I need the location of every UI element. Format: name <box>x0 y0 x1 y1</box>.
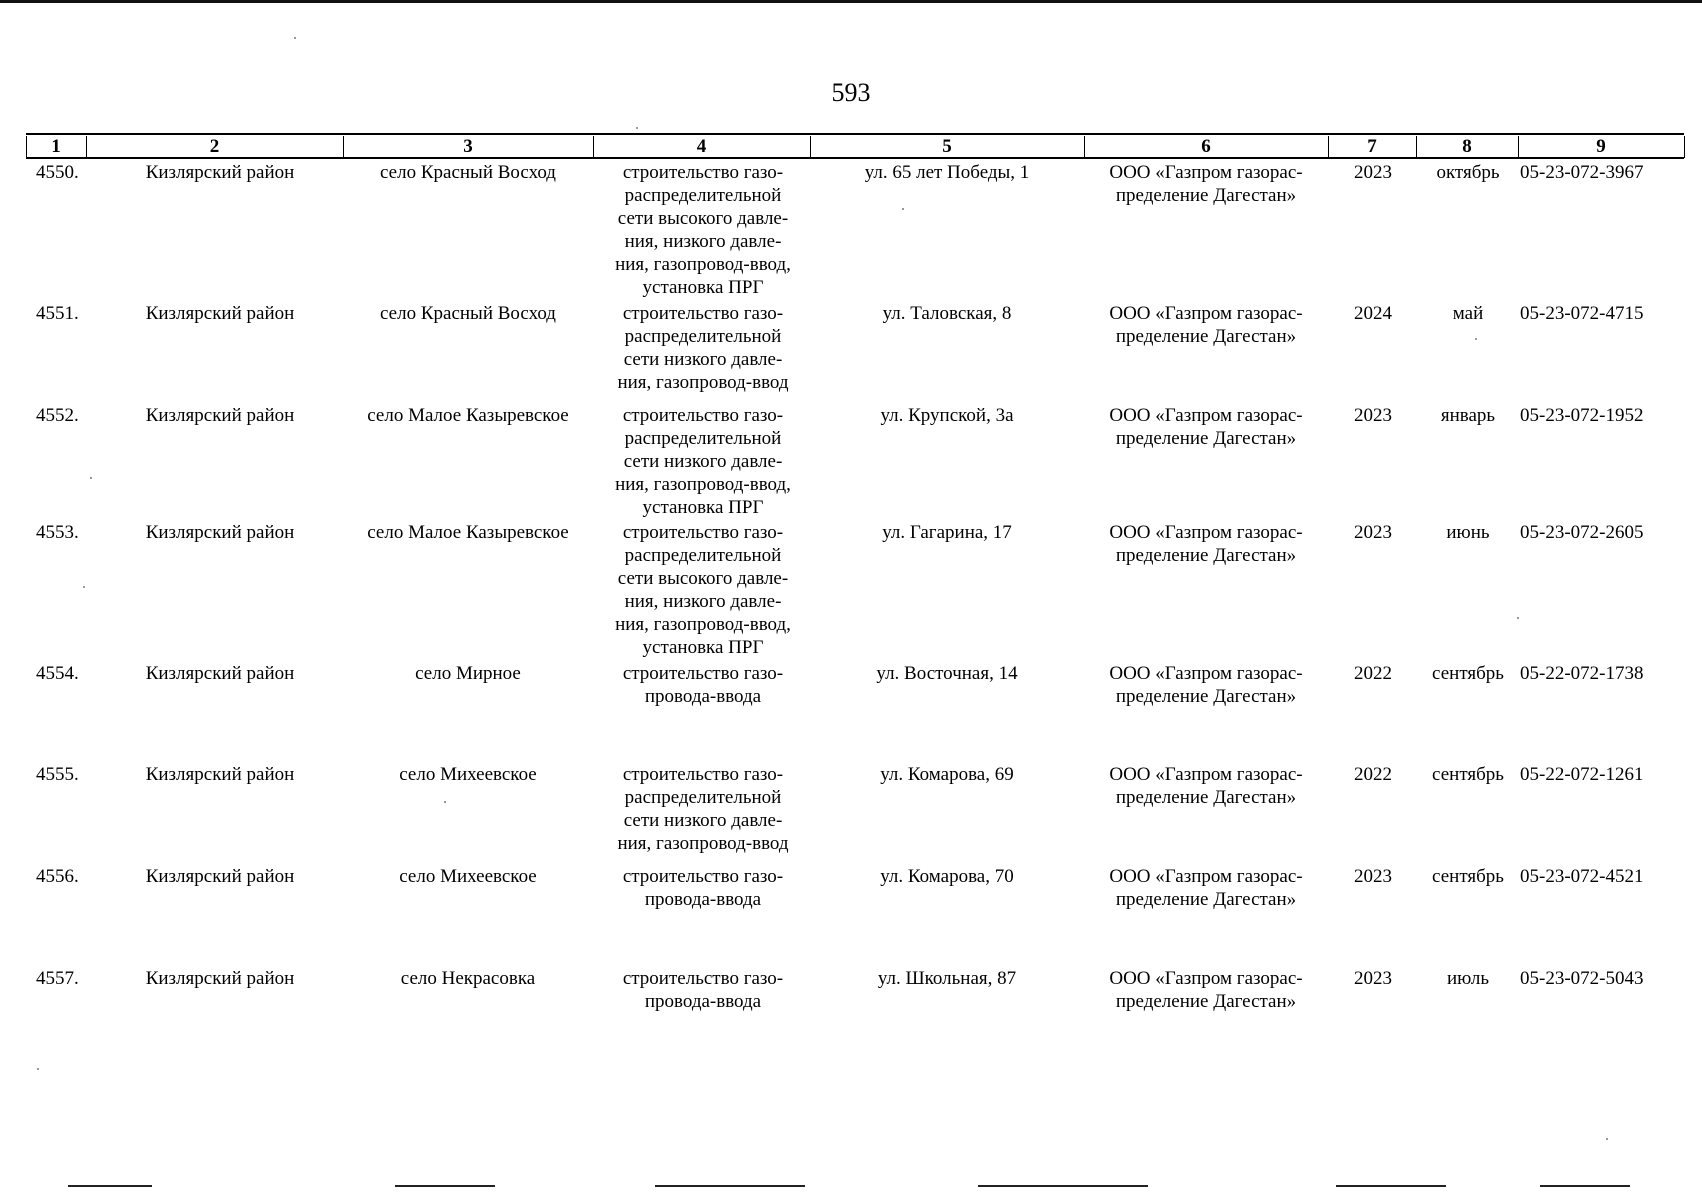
scan-dash <box>978 1185 1148 1187</box>
org-line: пределение Дагестан» <box>1115 889 1297 910</box>
organization <box>1086 302 1326 348</box>
row-number: 4556. <box>36 866 79 887</box>
code: 05-23-072-2605 <box>1520 522 1644 543</box>
work-line: строительство газо- <box>622 764 784 785</box>
work-description <box>598 763 808 855</box>
organization <box>1086 662 1326 708</box>
work-line: строительство газо- <box>622 405 784 426</box>
district: Кизлярский район <box>145 522 295 543</box>
organization <box>1086 161 1326 207</box>
scan-speck <box>636 127 638 129</box>
work-line: ния, низкого давле- <box>624 231 782 252</box>
work-line: сети высокого давле- <box>617 568 789 589</box>
org-line: пределение Дагестан» <box>1115 787 1297 808</box>
header-top-rule <box>26 133 1684 135</box>
org-line: пределение Дагестан» <box>1115 326 1297 347</box>
settlement: село Мирное <box>415 663 521 684</box>
column-header-8: 8 <box>1462 136 1472 157</box>
scan-speck <box>902 208 904 210</box>
work-line: установка ПРГ <box>642 497 764 518</box>
district: Кизлярский район <box>145 968 295 989</box>
row-number: 4557. <box>36 968 79 989</box>
address: ул. Комарова, 69 <box>880 764 1014 785</box>
org-line: пределение Дагестан» <box>1115 686 1297 707</box>
work-description <box>598 865 808 911</box>
organization <box>1086 967 1326 1013</box>
scan-speck <box>444 801 446 803</box>
column-header-9: 9 <box>1596 136 1606 157</box>
year: 2024 <box>1354 303 1392 324</box>
column-header-3: 3 <box>463 136 473 157</box>
district: Кизлярский район <box>145 405 295 426</box>
work-line: провода-ввода <box>644 991 762 1012</box>
org-line: пределение Дагестан» <box>1115 428 1297 449</box>
column-header-6: 6 <box>1201 136 1211 157</box>
row-number: 4554. <box>36 663 79 684</box>
organization <box>1086 865 1326 911</box>
settlement: село Некрасовка <box>400 968 536 989</box>
month: сентябрь <box>1432 663 1504 684</box>
scan-dash <box>655 1185 805 1187</box>
work-line: строительство газо- <box>622 866 784 887</box>
year: 2023 <box>1354 405 1392 426</box>
work-line: установка ПРГ <box>642 277 764 298</box>
org-line: пределение Дагестан» <box>1115 991 1297 1012</box>
work-line: ния, газопровод-ввод, <box>615 254 791 275</box>
code: 05-23-072-4521 <box>1520 866 1644 887</box>
scan-speck <box>1475 338 1477 340</box>
work-line: строительство газо- <box>622 663 784 684</box>
row-number: 4553. <box>36 522 79 543</box>
work-line: ния, газопровод-ввод <box>617 372 789 393</box>
address: ул. Школьная, 87 <box>877 968 1017 989</box>
org-line: ООО «Газпром газорас- <box>1109 303 1303 324</box>
row-number: 4551. <box>36 303 79 324</box>
top-scan-edge <box>0 0 1702 3</box>
month: октябрь <box>1436 162 1500 183</box>
row-number: 4555. <box>36 764 79 785</box>
year: 2023 <box>1354 968 1392 989</box>
settlement: село Малое Казыревское <box>367 522 569 543</box>
work-line: сети низкого давле- <box>623 810 783 831</box>
settlement: село Михеевское <box>399 764 537 785</box>
work-line: провода-ввода <box>644 686 762 707</box>
address: ул. Комарова, 70 <box>880 866 1014 887</box>
column-header-2: 2 <box>209 136 220 157</box>
month: сентябрь <box>1432 764 1504 785</box>
settlement: село Красный Восход <box>380 162 556 183</box>
year: 2023 <box>1354 162 1392 183</box>
work-line: сети низкого давле- <box>623 349 783 370</box>
work-line: строительство газо- <box>622 522 784 543</box>
org-line: ООО «Газпром газорас- <box>1109 405 1303 426</box>
work-description <box>598 302 808 394</box>
month: июль <box>1446 968 1490 989</box>
month: июнь <box>1446 522 1490 543</box>
year: 2022 <box>1354 764 1392 785</box>
scan-dash <box>1336 1185 1446 1187</box>
scan-speck <box>37 1068 39 1070</box>
code: 05-22-072-1738 <box>1520 663 1644 684</box>
code: 05-23-072-3967 <box>1520 162 1644 183</box>
district: Кизлярский район <box>145 663 295 684</box>
work-line: установка ПРГ <box>642 637 764 658</box>
work-line: распределительной <box>624 545 782 566</box>
scan-speck <box>1517 617 1519 619</box>
work-line: сети низкого давле- <box>623 451 783 472</box>
month: май <box>1452 303 1484 324</box>
work-line: строительство газо- <box>622 303 784 324</box>
org-line: пределение Дагестан» <box>1115 185 1297 206</box>
district: Кизлярский район <box>145 866 295 887</box>
year: 2022 <box>1354 663 1392 684</box>
organization <box>1086 404 1326 450</box>
year: 2023 <box>1354 522 1392 543</box>
scan-speck <box>1606 1138 1608 1140</box>
work-description <box>598 521 808 659</box>
address: ул. Крупской, 3а <box>880 405 1014 426</box>
work-line: распределительной <box>624 185 782 206</box>
scan-speck <box>83 586 85 588</box>
work-description <box>598 967 808 1013</box>
row-number: 4552. <box>36 405 79 426</box>
address: ул. 65 лет Победы, 1 <box>864 162 1030 183</box>
scan-speck <box>294 37 296 39</box>
code: 05-23-072-1952 <box>1520 405 1644 426</box>
work-line: ния, низкого давле- <box>624 591 782 612</box>
work-description <box>598 161 808 299</box>
address: ул. Гагарина, 17 <box>882 522 1012 543</box>
work-line: распределительной <box>624 326 782 347</box>
column-header-1: 1 <box>51 136 61 157</box>
organization <box>1086 763 1326 809</box>
work-line: провода-ввода <box>644 889 762 910</box>
scan-dash <box>395 1185 495 1187</box>
org-line: пределение Дагестан» <box>1115 545 1297 566</box>
code: 05-23-072-4715 <box>1520 303 1644 324</box>
district: Кизлярский район <box>145 764 295 785</box>
settlement: село Михеевское <box>399 866 537 887</box>
month: январь <box>1440 405 1496 426</box>
district: Кизлярский район <box>145 303 295 324</box>
settlement: село Красный Восход <box>380 303 556 324</box>
column-header-5: 5 <box>942 136 952 157</box>
code: 05-22-072-1261 <box>1520 764 1644 785</box>
header-divider <box>1684 136 1685 158</box>
column-header-4: 4 <box>696 136 707 157</box>
work-line: строительство газо- <box>622 968 784 989</box>
row-number: 4550. <box>36 162 79 183</box>
org-line: ООО «Газпром газорас- <box>1109 968 1303 989</box>
org-line: ООО «Газпром газорас- <box>1109 162 1303 183</box>
work-line: распределительной <box>624 428 782 449</box>
work-line: ния, газопровод-ввод <box>617 833 789 854</box>
org-line: ООО «Газпром газорас- <box>1109 522 1303 543</box>
work-line: ния, газопровод-ввод, <box>615 474 791 495</box>
organization <box>1086 521 1326 567</box>
org-line: ООО «Газпром газорас- <box>1109 764 1303 785</box>
address: ул. Восточная, 14 <box>876 663 1018 684</box>
month: сентябрь <box>1432 866 1504 887</box>
work-description <box>598 404 808 519</box>
org-line: ООО «Газпром газорас- <box>1109 663 1303 684</box>
district: Кизлярский район <box>145 162 295 183</box>
column-header-7: 7 <box>1367 136 1377 157</box>
scan-dash <box>68 1185 152 1187</box>
settlement: село Малое Казыревское <box>367 405 569 426</box>
work-line: сети высокого давле- <box>617 208 789 229</box>
work-line: ния, газопровод-ввод, <box>615 614 791 635</box>
work-line: распределительной <box>624 787 782 808</box>
address: ул. Таловская, 8 <box>882 303 1012 324</box>
scan-speck <box>90 477 92 479</box>
work-line: строительство газо- <box>622 162 784 183</box>
org-line: ООО «Газпром газорас- <box>1109 866 1303 887</box>
work-description <box>598 662 808 708</box>
year: 2023 <box>1354 866 1392 887</box>
scan-dash <box>1540 1185 1630 1187</box>
page-number: 593 <box>831 78 871 107</box>
code: 05-23-072-5043 <box>1520 968 1644 989</box>
